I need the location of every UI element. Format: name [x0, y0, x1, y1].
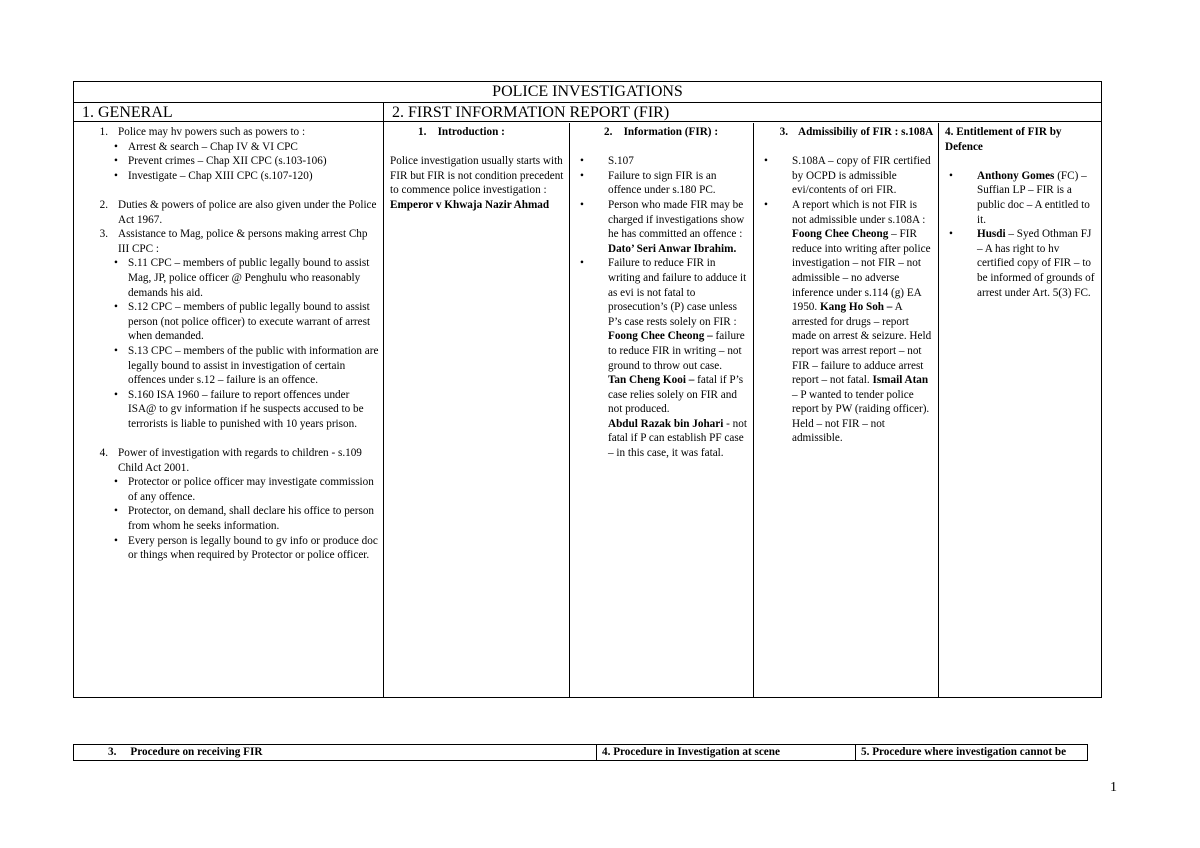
intro-column	[384, 123, 569, 697]
admissibility-heading: 3. Admissibiliy of FIR : s.108A	[779, 126, 934, 138]
admissibility-column	[754, 123, 938, 697]
page-number: 1	[1110, 780, 1117, 795]
list-item: • S.108A – copy of FIR certified by OCPD is admissible evi/contents of ori FIR.	[764, 155, 931, 197]
list-item: • S.11 CPC – members of public legally bound to assist Mag, JP, police officer @ Penghulu who reasonably demands his aid.	[114, 257, 370, 299]
entitlement-column	[939, 123, 1101, 697]
general-heading: 1. GENERAL	[74, 103, 383, 122]
procedure-scene-cell: 4. Procedure in Investigation at scene	[598, 745, 856, 760]
list-item: 4. Power of investigation with regards to children - s.109 Child Act 2001.	[99, 447, 362, 474]
info-column	[570, 123, 753, 697]
list-item: • A report which is not FIR is not admissible under s.108A : Foong Chee Cheong – FIR reduce into writing after police investigation – not FIR – not admissible – no adverse inference under s.114 (g) EA 1950. Kang Ho Soh – A arrested for drugs – report made on arrest & seizure. Held report was arrest report – not FIR – failure to adduce arrest report – not fatal. Ismail Atan – P wanted to tender police report by PW (raiding officer). Held – not FIR – not admissible.	[764, 198, 932, 445]
fir-heading: 2. FIRST INFORMATION REPORT (FIR)	[384, 103, 1101, 122]
table-title: POLICE INVESTIGATIONS	[74, 82, 1101, 103]
list-item: • S.107	[580, 155, 634, 168]
list-item: • Failure to reduce FIR in writing and failure to adduce it as evi is not fatal to prosecution’s (P) case unless P’s case rests solely on FIR : Foong Chee Cheong – failure to reduce FIR in writing – not ground to throw out case. Tan Cheng Kooi – fatal if P’s case relies solely on FIR and not produced. Abdul Razak bin Johari - not fatal if P can establish PF case – in this case, it was fatal.	[580, 257, 747, 460]
intro-text: Police investigation usually starts with FIR but FIR is not condition precedent to commence police investigation :	[390, 155, 564, 197]
list-item: • Protector, on demand, shall declare his office to person from whom he seeks information.	[114, 505, 375, 533]
procedure-fir-cell: 3. Procedure on receiving FIR	[74, 745, 597, 760]
list-item: • Prevent crimes – Chap XII CPC (s.103-106)	[114, 155, 327, 168]
list-item: • S.12 CPC – members of public legally bound to assist person (not police officer) to execute warrant of arrest when demanded.	[114, 301, 371, 343]
police-investigations-table	[73, 81, 1102, 698]
intro-heading: 1. Introduction :	[418, 126, 505, 138]
entitlement-heading: 4. Entitlement of FIR by Defence	[945, 126, 1062, 153]
list-item: • Husdi – Syed Othman FJ – A has right to hv certified copy of FIR – to be informed of grounds of arrest under Art. 5(3) FC.	[949, 228, 1095, 299]
info-heading: 2. Information (FIR) :	[604, 126, 719, 138]
list-item: • Arrest & search – Chap IV & VI CPC	[114, 140, 298, 153]
list-item: • Protector or police officer may investigate commission of any offence.	[114, 476, 374, 503]
list-item: 1. Police may hv powers such as powers to :	[99, 126, 306, 138]
list-item: 3. Assistance to Mag, police & persons making arrest Chp III CPC :	[99, 228, 368, 255]
list-item: 2. Duties & powers of police are also given under the Police Act 1967.	[99, 198, 377, 226]
general-column	[74, 123, 383, 697]
list-item: • Investigate – Chap XIII CPC (s.107-120)	[114, 169, 313, 182]
procedure-table	[73, 744, 1088, 761]
list-item: • Failure to sign FIR is an offence under s.180 PC.	[580, 169, 717, 197]
list-item: • Anthony Gomes (FC) – Suffian LP – FIR is a public doc – A entitled to it.	[949, 169, 1090, 226]
list-item: • S.13 CPC – members of the public with information are legally bound to assist in investigation of certain offences under s.12 – failure is an offence.	[114, 344, 379, 387]
procedure-cannot-cell: 5. Procedure where investigation cannot be	[861, 746, 1067, 758]
case-name: Emperor v Khwaja Nazir Ahmad	[390, 198, 550, 211]
list-item: • Person who made FIR may be charged if investigations show he has committed an offence : Dato’ Seri Anwar Ibrahim.	[580, 198, 745, 255]
list-item: • S.160 ISA 1960 – failure to report offences under ISA@ to gv information if he suspects accused to be terrorists is liable to punished with 10 years prison.	[114, 388, 364, 430]
list-item: • Every person is legally bound to gv info or produce doc or things when required by Protector or police officer.	[114, 534, 378, 562]
